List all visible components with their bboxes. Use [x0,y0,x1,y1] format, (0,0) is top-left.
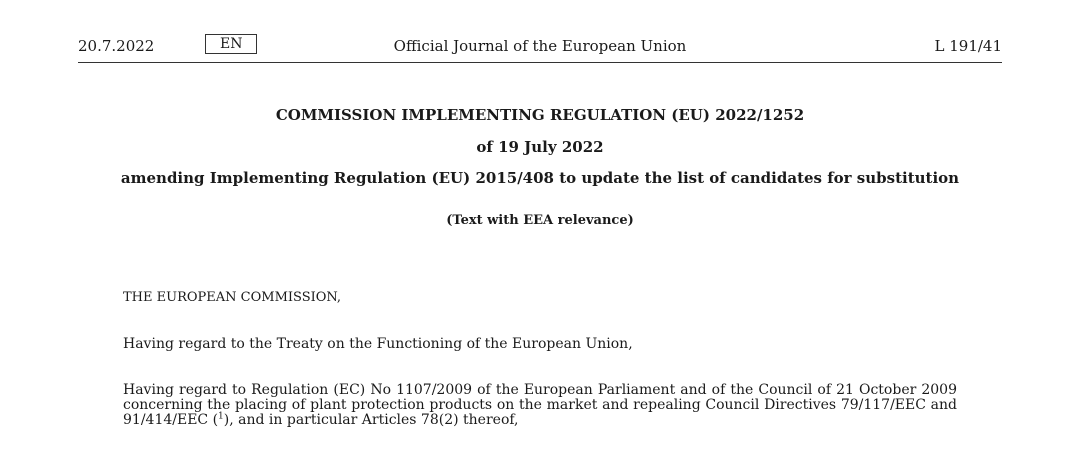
regulation-title: COMMISSION IMPLEMENTING REGULATION (EU) 2022/1252 [275,106,805,124]
eea-relevance: (Text with EEA relevance) [446,213,634,228]
regulation-subject: amending Implementing Regulation (EU) 2015/408 to update the list of candidates for substitution [120,169,960,187]
language-badge: EN [205,34,257,54]
regulation-date: of 19 July 2022 [476,138,604,156]
recital-text-start: Having regard to Regulation (EC) No 1107/2009 of the European Parliament and of the Council of 21 October 2009 concerning the placing of plant protection products on the market and repealing Council Directives 79/117/EEC and 91/414/EEC ( [123,382,957,428]
footnote-link[interactable]: 1 [218,411,224,422]
journal-title: Official Journal of the European Union [393,37,687,55]
journal-header [78,34,1002,63]
commission-line: THE EUROPEAN COMMISSION, [123,290,342,305]
recital-text-end: ), and in particular Articles 78(2) thereof, [223,412,519,428]
recital-regulation [123,383,957,428]
recital-treaty: Having regard to the Treaty on the Functioning of the European Union, [123,336,633,352]
page-reference: L 191/41 [934,37,1002,55]
header-date: 20.7.2022 [78,37,155,55]
